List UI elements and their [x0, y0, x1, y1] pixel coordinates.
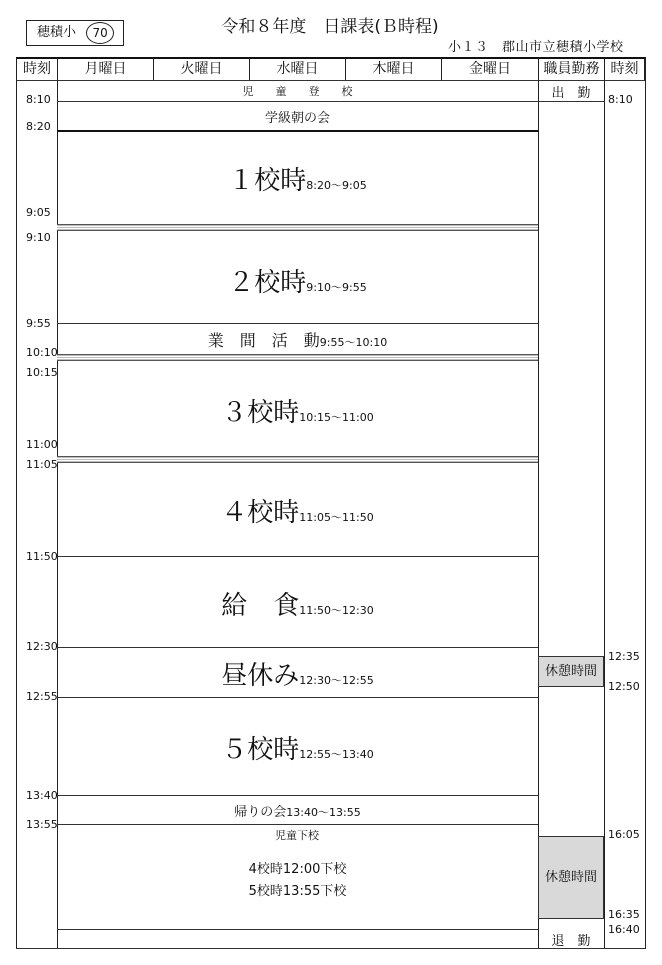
badge-number: 70: [86, 22, 114, 44]
right-time-label: 16:05: [608, 828, 640, 841]
row-line: [57, 929, 538, 930]
header-monday: 月曜日: [57, 58, 153, 80]
row-line: [57, 824, 538, 825]
header-bottom-border: [16, 80, 645, 81]
right-border: [645, 57, 646, 949]
period-1: [57, 160, 538, 197]
time-label: 13:40: [26, 789, 58, 802]
time-label: 13:55: [26, 818, 58, 831]
time-label: 12:55: [26, 690, 58, 703]
period-range: 12:55～13:40: [299, 748, 374, 761]
dismissal-note-1: 4校時12:00下校: [248, 862, 347, 877]
right-time-label: 16:35: [608, 908, 640, 921]
staff-col-left-border: [538, 80, 539, 949]
staff-rest-2: 休憩時間: [538, 836, 604, 919]
time-label: 11:50: [26, 550, 58, 563]
header-friday: 金曜日: [441, 58, 538, 80]
hatch-break: [57, 354, 538, 361]
staff-col-right-border: [604, 80, 605, 949]
time-label: 9:10: [26, 231, 51, 244]
header-time-left: 時刻: [16, 58, 57, 80]
header-staff: 職員勤務: [538, 58, 604, 80]
period-range: 9:10～9:55: [306, 281, 367, 294]
header-wednesday: 水曜日: [249, 58, 345, 80]
period-2: [57, 262, 538, 299]
header-tuesday: 火曜日: [153, 58, 249, 80]
recess-name: 昼休み: [221, 661, 300, 691]
row-line: [57, 795, 538, 796]
break-range: 9:55～10:10: [319, 336, 388, 349]
homeroom-range: 13:40～13:55: [286, 806, 361, 819]
homeroom-name: 帰りの会: [234, 805, 287, 820]
staff-arrive: 出 勤: [551, 86, 591, 101]
time-label: 9:55: [26, 317, 51, 330]
period-3: [57, 392, 538, 429]
school-name: 小１３ 郡山市立穂積小学校: [448, 40, 624, 55]
dismissal-note-2: 5校時13:55下校: [248, 884, 347, 899]
hatch-break: [57, 224, 538, 231]
period-4: [57, 492, 538, 529]
row-line: [57, 130, 538, 132]
time-label: 9:05: [26, 206, 51, 219]
lunch: [57, 585, 538, 622]
staff-rest-1: 休憩時間: [538, 656, 604, 687]
time-label: 10:15: [26, 366, 58, 379]
period-name: ５校時: [221, 735, 300, 765]
period-name: １校時: [228, 166, 307, 196]
row-line: [57, 556, 538, 557]
morning-meeting-label: 学級朝の会: [264, 111, 330, 126]
period-range: 8:20～9:05: [306, 179, 367, 192]
row-line: [57, 647, 538, 648]
homeroom: [57, 801, 538, 820]
period-5: [57, 729, 538, 766]
break-activity: [57, 328, 538, 351]
page-title: 令和８年度 日課表(Ｂ時程): [221, 17, 439, 37]
time-label: 8:10: [26, 93, 51, 106]
staff-leave: 退 勤: [551, 934, 591, 949]
header-thursday: 木曜日: [345, 58, 441, 80]
staff-line: [538, 101, 604, 102]
recess: [57, 655, 538, 692]
recess-range: 12:30～12:55: [299, 674, 374, 687]
period-name: ３校時: [221, 398, 300, 428]
period-name: ４校時: [221, 498, 300, 528]
right-time-label: 12:35: [608, 650, 640, 663]
time-label: 11:00: [26, 438, 58, 451]
school-badge: [26, 20, 124, 46]
break-name: 業 間 活 動: [207, 331, 320, 350]
left-border: [16, 57, 17, 949]
lunch-name: 給 食: [221, 591, 300, 621]
time-label: 8:20: [26, 120, 51, 133]
lunch-range: 11:50～12:30: [299, 604, 374, 617]
row-line: [57, 101, 538, 102]
right-time-label: 12:50: [608, 680, 640, 693]
dismissal-label: 児童下校: [275, 829, 319, 842]
time-label: 11:05: [26, 458, 58, 471]
time-label: 10:10: [26, 346, 58, 359]
badge-label: 穂積小: [37, 25, 77, 40]
arrival-label: 児 童 登 校: [242, 85, 353, 98]
time-label: 12:30: [26, 640, 58, 653]
right-time-label: 16:40: [608, 923, 640, 936]
period-range: 10:15～11:00: [299, 411, 374, 424]
period-range: 11:05～11:50: [299, 511, 374, 524]
header-time-right: 時刻: [604, 58, 645, 80]
right-time-label: 8:10: [608, 93, 633, 106]
period-name: ２校時: [228, 268, 307, 298]
hatch-break: [57, 456, 538, 463]
row-line: [57, 697, 538, 698]
table-top-border: [16, 57, 645, 59]
row-line: [57, 323, 538, 324]
